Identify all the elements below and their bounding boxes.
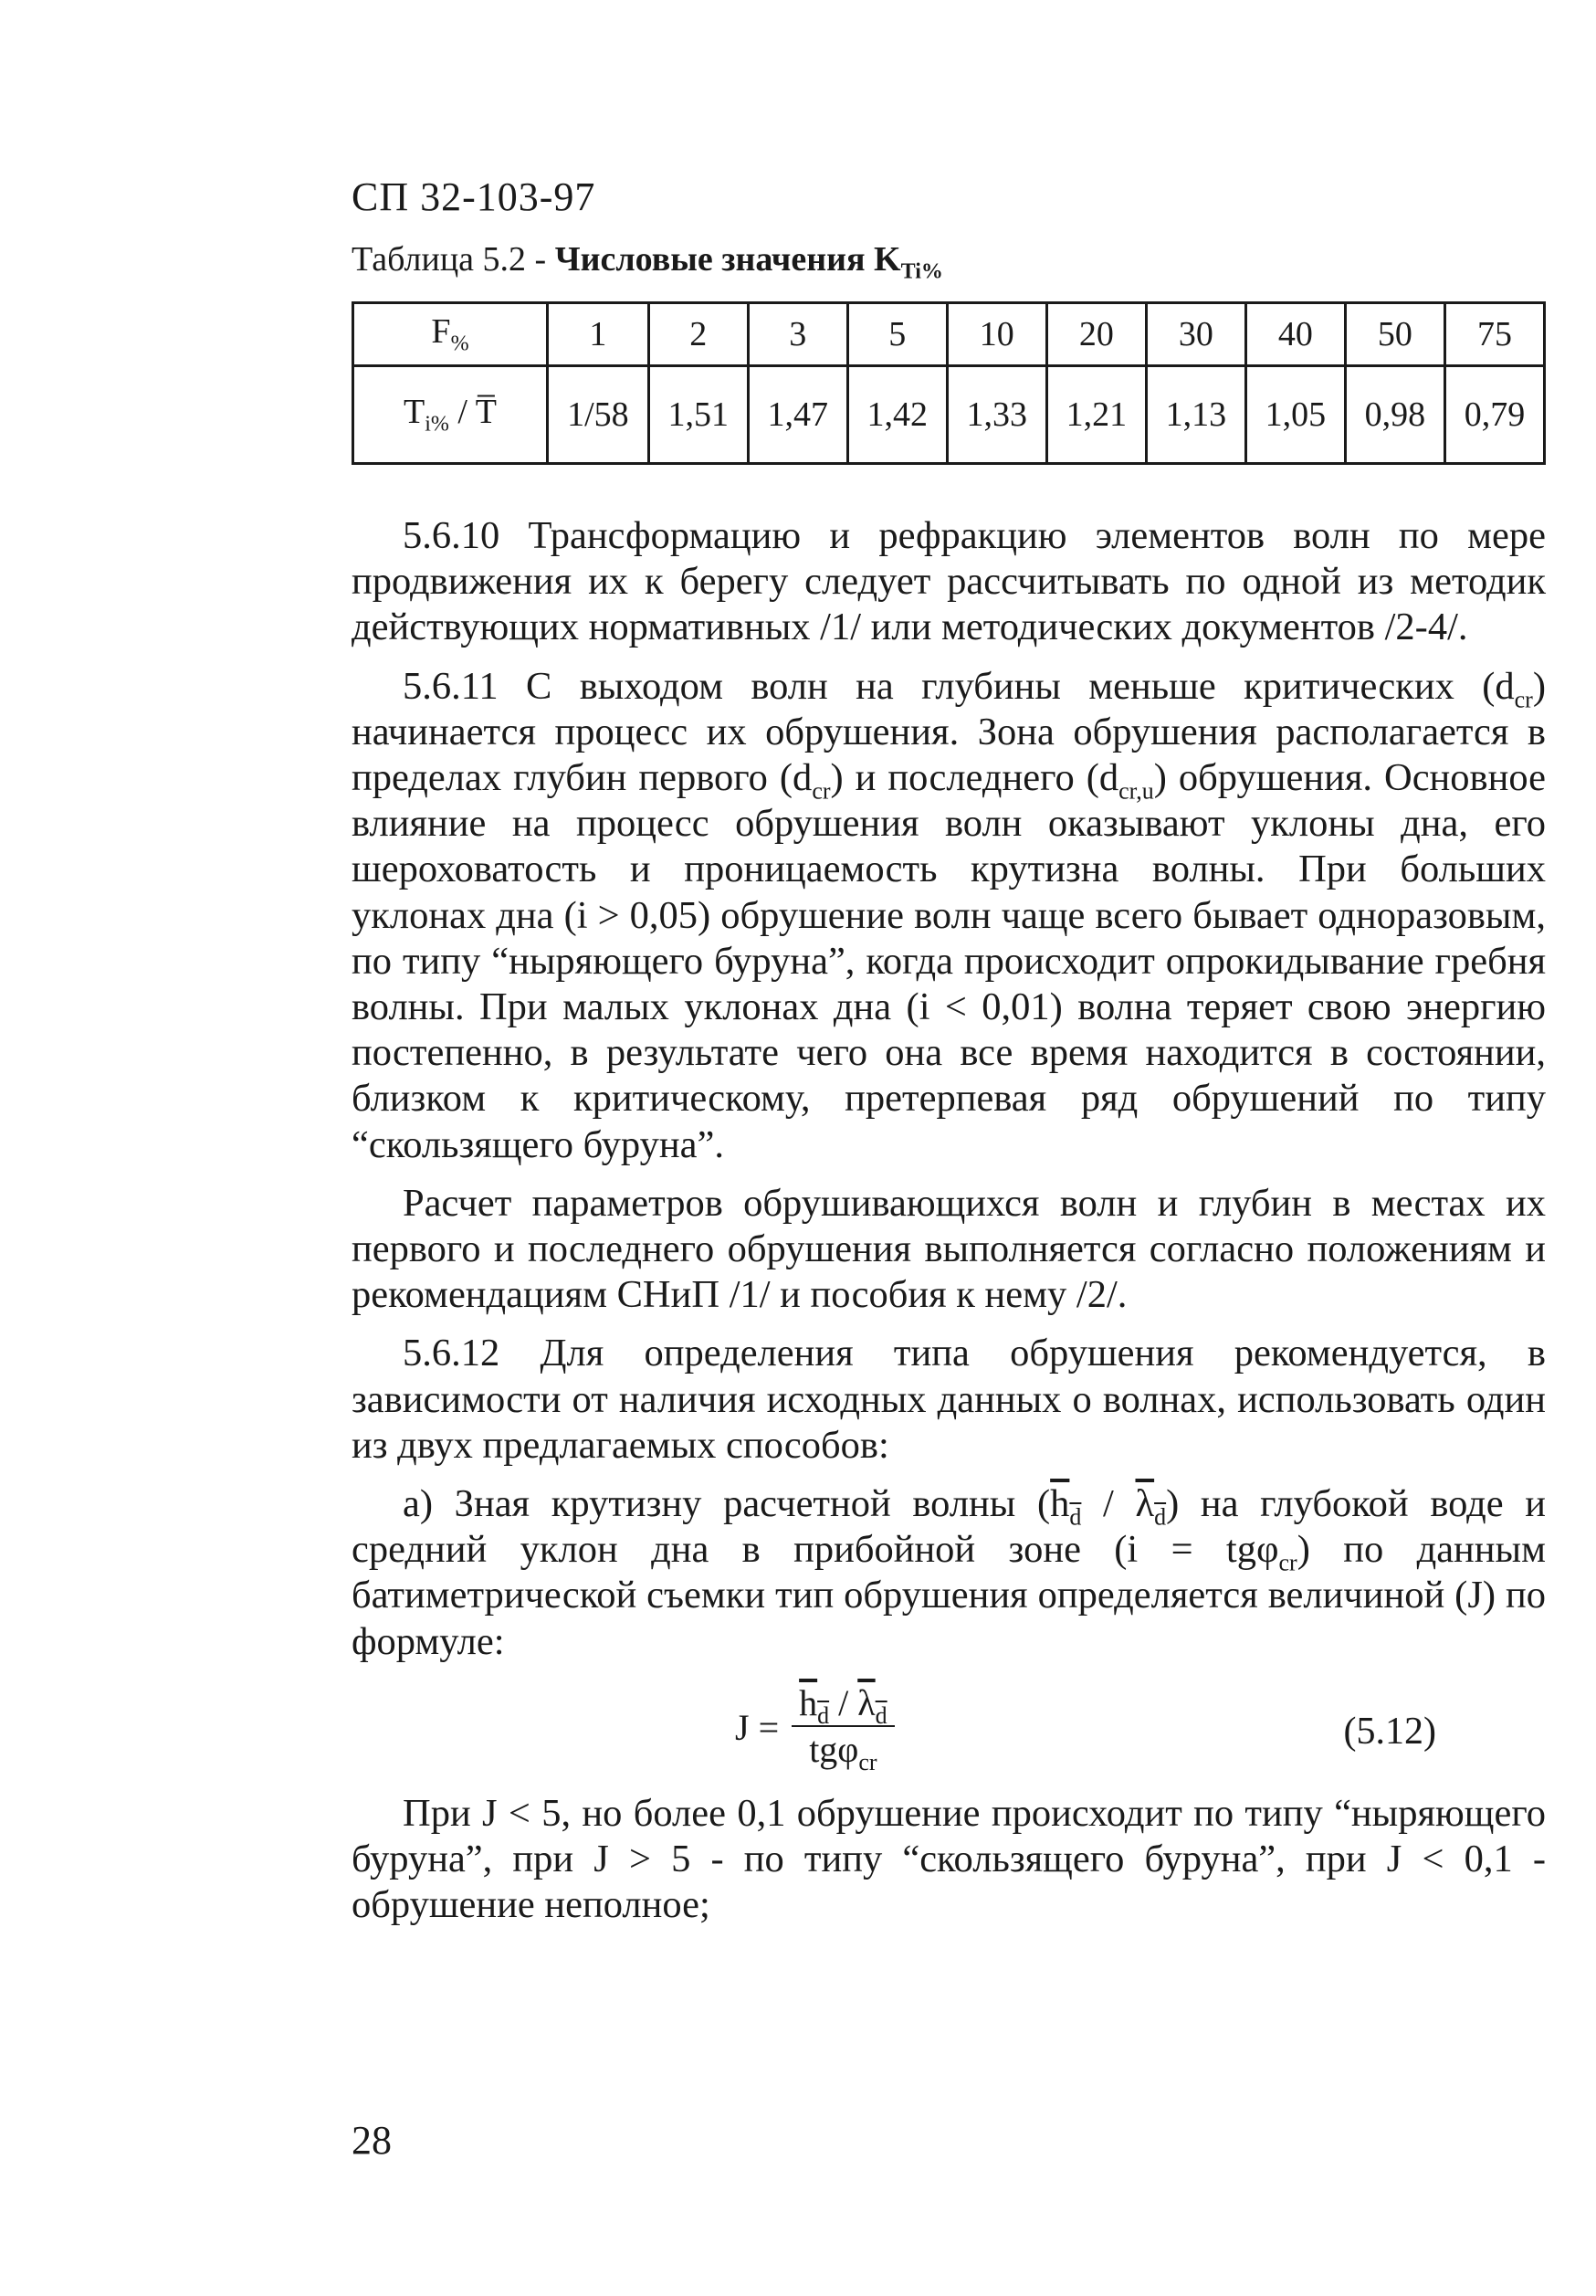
ktI-table [352,301,1546,465]
formula-denominator: tgφ$_{cr}$ [809,1728,877,1775]
table-caption-title: Числовые значения K [554,240,901,279]
table-cell: 0,79 [1444,366,1544,464]
table-cell: 1,05 [1245,366,1345,464]
table-cell: 0,98 [1345,366,1444,464]
table-row [353,366,1545,464]
paragraph-5-6-12: 5.6.12 Для определения типа обрушения рекомендуется, в зависимости от наличия исходных данных о волнах, использовать один из двух предлагаемых способов: [352,1332,1546,1467]
body-text [352,513,1546,1941]
document-code: СП 32-103-97 [352,174,596,219]
table-row [353,303,1545,366]
equation-number: (5.12) [1343,1710,1436,1753]
table-cell: 5 [847,303,947,366]
table-cell: 1,42 [847,366,947,464]
table-cell: 50 [1345,303,1444,366]
paragraph-breaking-types: При J < 5, но более 0,1 обрушение происходит по типу “ныряющего буруна”, при J > 5 - по типу “скользящего буруна”, при J < 0,1 - обрушение неполное; [352,1791,1546,1927]
table-cell: 3 [748,303,847,366]
table-cell: 1,47 [748,366,847,464]
table-cell: 1,51 [648,366,748,464]
table-row-header: $T_{i\%}$ / T̅ [353,366,548,464]
table-cell: 2 [648,303,748,366]
formula-5-12 [352,1678,1546,1778]
table-cell: 1,21 [1046,366,1146,464]
table-cell: 40 [1245,303,1345,366]
table-cell: 20 [1046,303,1146,366]
page-number: 28 [352,2118,392,2163]
table-cell: 75 [1444,303,1544,366]
table-caption-prefix: Таблица 5.2 - [352,240,555,279]
table-cell: 1 [548,303,649,366]
table-cell: 1,33 [947,366,1046,464]
table-caption [352,239,943,285]
table-caption-subscript: Ti% [900,259,943,284]
table-cell: 1,13 [1146,366,1245,464]
table-cell: 30 [1146,303,1245,366]
table-cell: 10 [947,303,1046,366]
table-row-header: $F_{\%}$ [353,303,548,366]
paragraph-calculation: Расчет параметров обрушивающихся волн и глубин в местах их первого и последнего обрушения выполняется согласно положениям и рекомендациям СНиП /1/ и пособия к нему /2/. [352,1181,1546,1317]
formula-fraction [792,1683,895,1773]
formula-lhs: J = [735,1706,780,1748]
paragraph-5-6-11: 5.6.11 С выходом волн на глубины меньше критических $(d_{cr})$ начинается процесс их обрушения. Зона обрушения располагается в пределах глубин первого $(d_{cr})$ и последнего $(d_{cr,u})$ обрушения. Основное влияние на процесс обрушения волн оказывают уклоны дна, его шероховатость и проницаемость крутизна волны. При больших уклонах дна (i > 0,05) обрушение волн чаще всего бывает одноразовым, по типу “ныряющего буруна”, когда происходит опрокидывание гребня волны. При малых уклонах дна (i < 0,01) волна теряет свою энергию постепенно, в результате чего она все время находится в состоянии, близком к критическому, претерпевая ряд обрушений по типу “скользящего буруна”. [352,664,1546,1166]
formula-numerator: $\overline{h}_{\overline{d}} / \overline{\lambda}_{\overline{d}}$ [792,1683,895,1727]
paragraph-5-6-10: 5.6.10 Трансформацию и рефракцию элементов волн по мере продвижения их к берегу следует рассчитывать по одной из методик действующих нормативных /1/ или методических документов /2-4/. [352,514,1546,649]
table-cell: 1/58 [548,366,649,464]
formula-expression [735,1683,895,1773]
paragraph-method-a: а) Зная крутизну расчетной волны $(\overline{h}_{\overline{d}} / \overline{\lambda}_{\overline{d}})$ на глубокой воде и средний уклон дна в прибойной зоне (i = tgφ$_{cr}$) по данным батиметрической съемки тип обрушения определяется величиной (J) по формуле: [352,1482,1546,1663]
